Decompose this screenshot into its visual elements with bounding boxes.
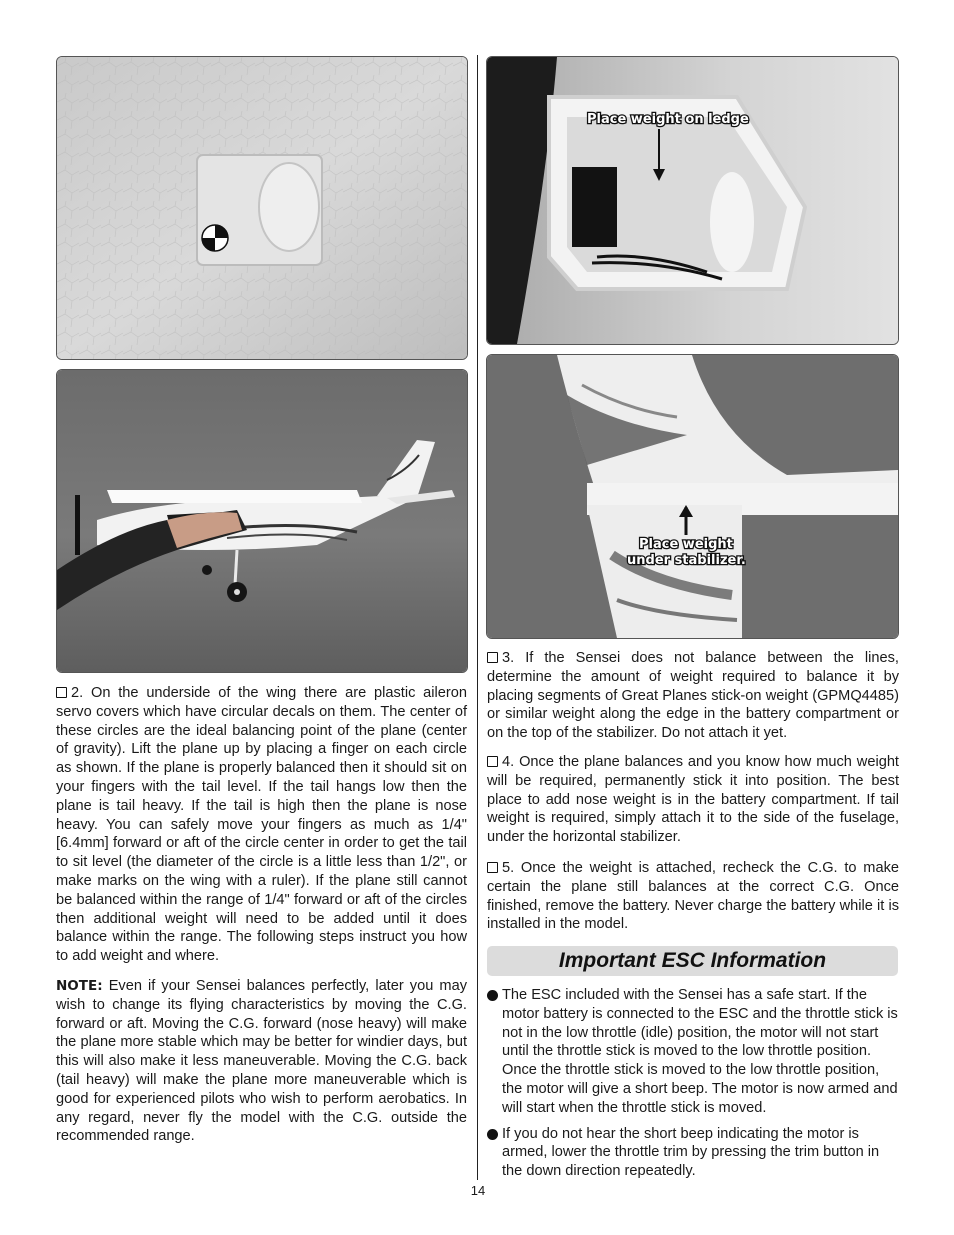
callout-place-weight-on-ledge: Place weight on ledge xyxy=(587,112,749,127)
callout-under-stabilizer: under stabilizer. xyxy=(627,553,746,568)
bullet-icon xyxy=(487,1129,498,1140)
photo-stabilizer xyxy=(486,354,899,639)
list-item xyxy=(487,1125,900,1181)
step-3-paragraph xyxy=(487,649,899,743)
esc-bullet-text: If you do not hear the short beep indicating the motor is armed, lower the throttle trim by pressing the trim button in the down direction repeatedly. xyxy=(502,1125,880,1180)
checkbox-icon[interactable] xyxy=(487,652,498,663)
step-2-text: 2. On the underside of the wing there are plastic aileron servo covers which have circular decals on them. The center of these circles are the ideal balancing point of the plane (center of gravity). Lift the plane up by placing a finger on each circle as shown. If the plane is properly balanced then it should sit on your fingers with the tail level. If the tail hangs low then the plane is tail heavy. If the tail is high then the plane is nose heavy. You can safely move your fingers as much as 1/4" [6.4mm] forward or aft of the circle center in order to get the tail to sit level (the diameter of the circle is a little less than 1/2", or make marks on the wing with a ruler). If the plane still cannot be balanced within the range of 1/4" forward or aft of the circles then additional weight will need to be added until it does balance within the range. The following steps instruct you how to add weight and where. xyxy=(56,685,467,965)
step-5-paragraph xyxy=(487,859,899,934)
cg-decal-icon xyxy=(202,225,228,251)
step-4-paragraph xyxy=(487,753,899,847)
checkbox-icon[interactable] xyxy=(487,862,498,873)
photo-servo-cover xyxy=(56,56,468,360)
photo-battery-compartment xyxy=(486,56,899,345)
esc-bullet-text: The ESC included with the Sensei has a safe start. If the motor battery is connected to the ESC and the throttle stick is not in the low throttle (idle) position, the motor will not start until the throttle stick is moved to the low throttle position. Once the throttle stick is moved to the low throttle position, the motor will give a short beep. The motor is now armed and will start when the throttle stick is moved. xyxy=(502,987,898,1116)
esc-bullet-list xyxy=(487,986,900,1188)
bullet-icon xyxy=(487,990,498,1001)
photo-plane-balance xyxy=(56,369,468,673)
callout-place-weight: Place weight xyxy=(639,537,733,552)
list-item xyxy=(487,986,900,1118)
esc-section-header xyxy=(487,946,898,976)
note-label: NOTE: xyxy=(56,978,103,994)
step-2-paragraph xyxy=(56,684,467,966)
step-5-text: 5. Once the weight is attached, recheck the C.G. to make certain the plane still balances at the correct C.G. Once finished, remove the battery. Never charge the battery while it is installed in the model. xyxy=(487,860,899,933)
note-paragraph xyxy=(56,977,467,1146)
checkbox-icon[interactable] xyxy=(487,756,498,767)
esc-section-title: Important ESC Information xyxy=(558,949,827,972)
checkbox-icon[interactable] xyxy=(56,687,67,698)
step-3-text: 3. If the Sensei does not balance between the lines, determine the amount of weight required to balance it by placing segments of Great Planes stick-on weight (GPMQ4485) or similar weight along the edge in the battery compartment or on the top of the stabilizer. Do not attach it yet. xyxy=(487,650,899,742)
page-number: 14 xyxy=(470,1183,486,1198)
column-divider xyxy=(477,55,478,1180)
step-4-text: 4. Once the plane balances and you know how much weight will be required, permanently stick it into position. The best place to add nose weight is in the battery compartment. If tail weight is required, simply attach it to the side of the fuselage, under the horizontal stabilizer. xyxy=(487,754,899,846)
note-text: Even if your Sensei balances perfectly, later you may wish to change its flying characteristics by moving the C.G. forward or aft. Moving the C.G. forward (nose heavy) will make the plane more stable which may be better for windier days, but this will also make it less maneuverable. Moving the C.G. back (tail heavy) will make the plane more maneuverable which is good for experienced pilots who wish to perform aerobatics. In any regard, never fly the model with the C.G. outside the recommended range. xyxy=(56,978,467,1145)
